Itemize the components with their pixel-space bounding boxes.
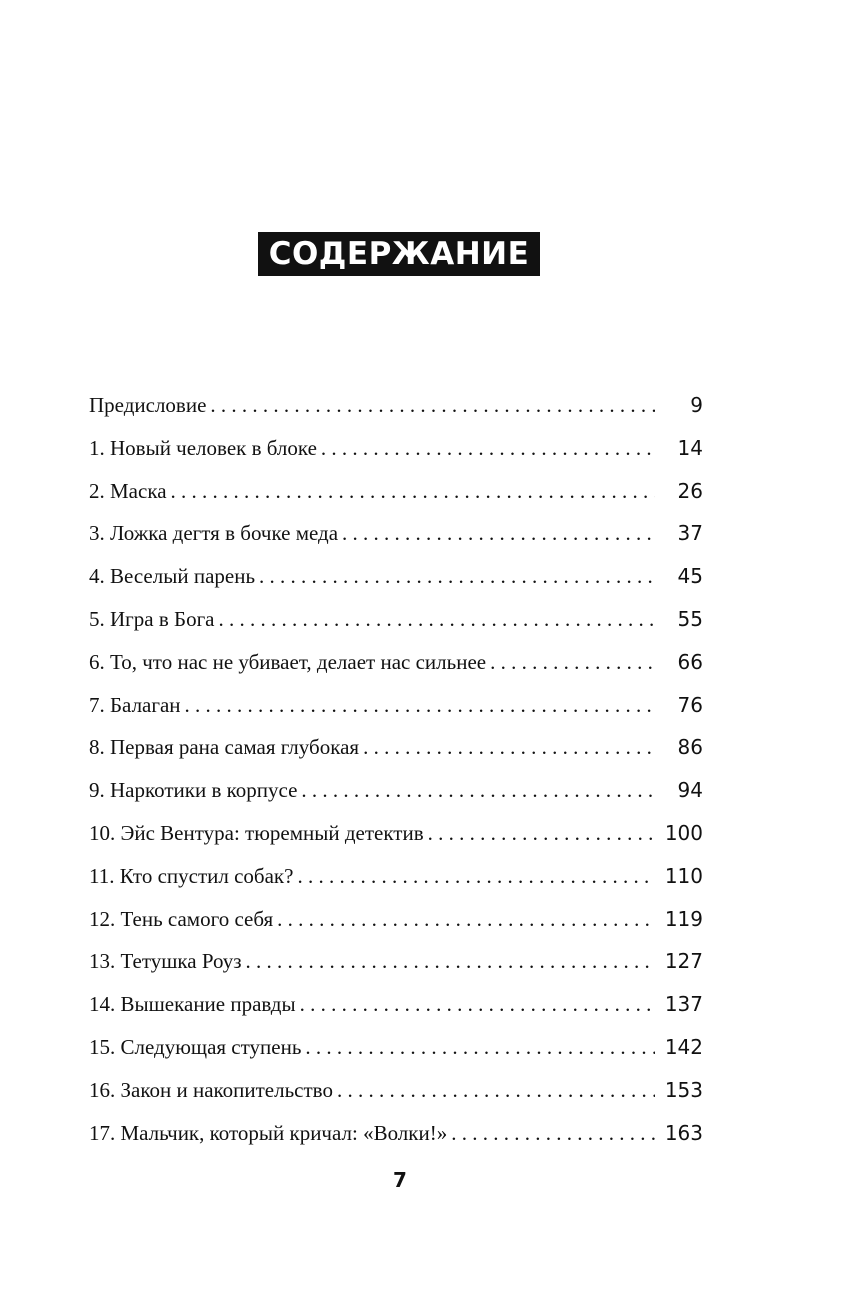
toc-entry bbox=[89, 769, 703, 812]
toc-entry bbox=[89, 427, 703, 470]
toc-entry-title: Предисловие bbox=[89, 393, 207, 417]
dot-leader bbox=[337, 1069, 655, 1112]
dot-leader bbox=[321, 427, 655, 470]
toc-entry-page: 137 bbox=[664, 992, 703, 1017]
toc-entry bbox=[89, 555, 703, 598]
toc-entry-title: 13. Тетушка Роуз bbox=[89, 949, 242, 974]
toc-entry bbox=[89, 812, 703, 855]
toc-entry-page: 94 bbox=[677, 778, 703, 803]
toc-entry bbox=[89, 470, 703, 513]
toc-entry-page: 153 bbox=[664, 1077, 703, 1102]
toc-entry-page: 14 bbox=[677, 435, 703, 460]
toc-entry-title: 8. Первая рана самая глубокая bbox=[89, 735, 360, 760]
toc-entry-title: 11. Кто спустил собак? bbox=[89, 863, 294, 888]
dot-leader bbox=[301, 769, 655, 812]
toc-entry-title: 14. Вышекание правды bbox=[89, 992, 296, 1017]
dot-leader bbox=[428, 812, 655, 855]
toc-entry-title: 10. Эйс Вентура: тюремный детектив bbox=[89, 820, 424, 845]
dot-leader bbox=[259, 555, 655, 598]
toc-entry-page: 127 bbox=[664, 949, 703, 974]
toc-entry bbox=[89, 1112, 703, 1155]
dot-leader bbox=[490, 641, 655, 684]
dot-leader bbox=[451, 1112, 655, 1155]
toc-entry bbox=[89, 726, 703, 769]
toc-entry bbox=[89, 983, 703, 1026]
dot-leader bbox=[300, 983, 655, 1026]
dot-leader bbox=[342, 512, 655, 555]
toc-entry-page: 86 bbox=[677, 735, 703, 760]
toc-entry bbox=[89, 384, 703, 427]
dot-leader bbox=[305, 1026, 654, 1069]
toc-entry-page: 119 bbox=[664, 906, 703, 931]
toc-entry bbox=[89, 940, 703, 983]
toc-entry-title: 17. Мальчик, который кричал: «Волки!» bbox=[89, 1120, 448, 1145]
toc-entry-title: 5. Игра в Бога bbox=[89, 606, 215, 631]
toc-entry-title: 2. Маска bbox=[89, 478, 167, 503]
toc-entry-page: 37 bbox=[677, 521, 703, 546]
dot-leader bbox=[277, 898, 655, 941]
dot-leader bbox=[185, 684, 655, 727]
toc-entry-page: 76 bbox=[677, 692, 703, 717]
toc-entry-title: 7. Балаган bbox=[89, 692, 181, 717]
dot-leader bbox=[246, 940, 655, 983]
toc-entry-page: 163 bbox=[664, 1120, 703, 1145]
toc-entry bbox=[89, 855, 703, 898]
toc-entry bbox=[89, 898, 703, 941]
toc-entry-page: 55 bbox=[677, 606, 703, 631]
toc-heading: СОДЕРЖАНИЕ bbox=[258, 232, 540, 276]
toc-entry bbox=[89, 1069, 703, 1112]
toc-entry bbox=[89, 512, 703, 555]
toc-entry-page: 110 bbox=[664, 863, 703, 888]
toc-entry-title: 6. То, что нас не убивает, делает нас сильнее bbox=[89, 649, 487, 674]
toc-entry-title: 12. Тень самого себя bbox=[89, 906, 274, 931]
toc-list bbox=[89, 384, 703, 1154]
toc-entry bbox=[89, 598, 703, 641]
toc-entry-title: 15. Следующая ступень bbox=[89, 1034, 302, 1059]
toc-entry-page: 9 bbox=[690, 393, 703, 417]
toc-entry-title: 4. Веселый парень bbox=[89, 564, 256, 589]
page-number: 7 bbox=[393, 1168, 407, 1192]
toc-entry-page: 45 bbox=[677, 564, 703, 589]
toc-entry-title: 3. Ложка дегтя в бочке меда bbox=[89, 521, 339, 546]
toc-entry bbox=[89, 641, 703, 684]
toc-entry-page: 26 bbox=[677, 478, 703, 503]
toc-entry bbox=[89, 1026, 703, 1069]
toc-entry-title: 16. Закон и накопительство bbox=[89, 1077, 333, 1102]
toc-entry-page: 66 bbox=[677, 649, 703, 674]
dot-leader bbox=[297, 855, 654, 898]
dot-leader bbox=[363, 726, 655, 769]
toc-entry-page: 142 bbox=[664, 1034, 703, 1059]
toc-entry-title: 9. Наркотики в корпусе bbox=[89, 778, 298, 803]
toc-entry-page: 100 bbox=[664, 820, 703, 845]
dot-leader bbox=[210, 384, 655, 427]
dot-leader bbox=[171, 470, 655, 513]
dot-leader bbox=[219, 598, 655, 641]
toc-entry bbox=[89, 684, 703, 727]
toc-entry-title: 1. Новый человек в блоке bbox=[89, 435, 317, 460]
